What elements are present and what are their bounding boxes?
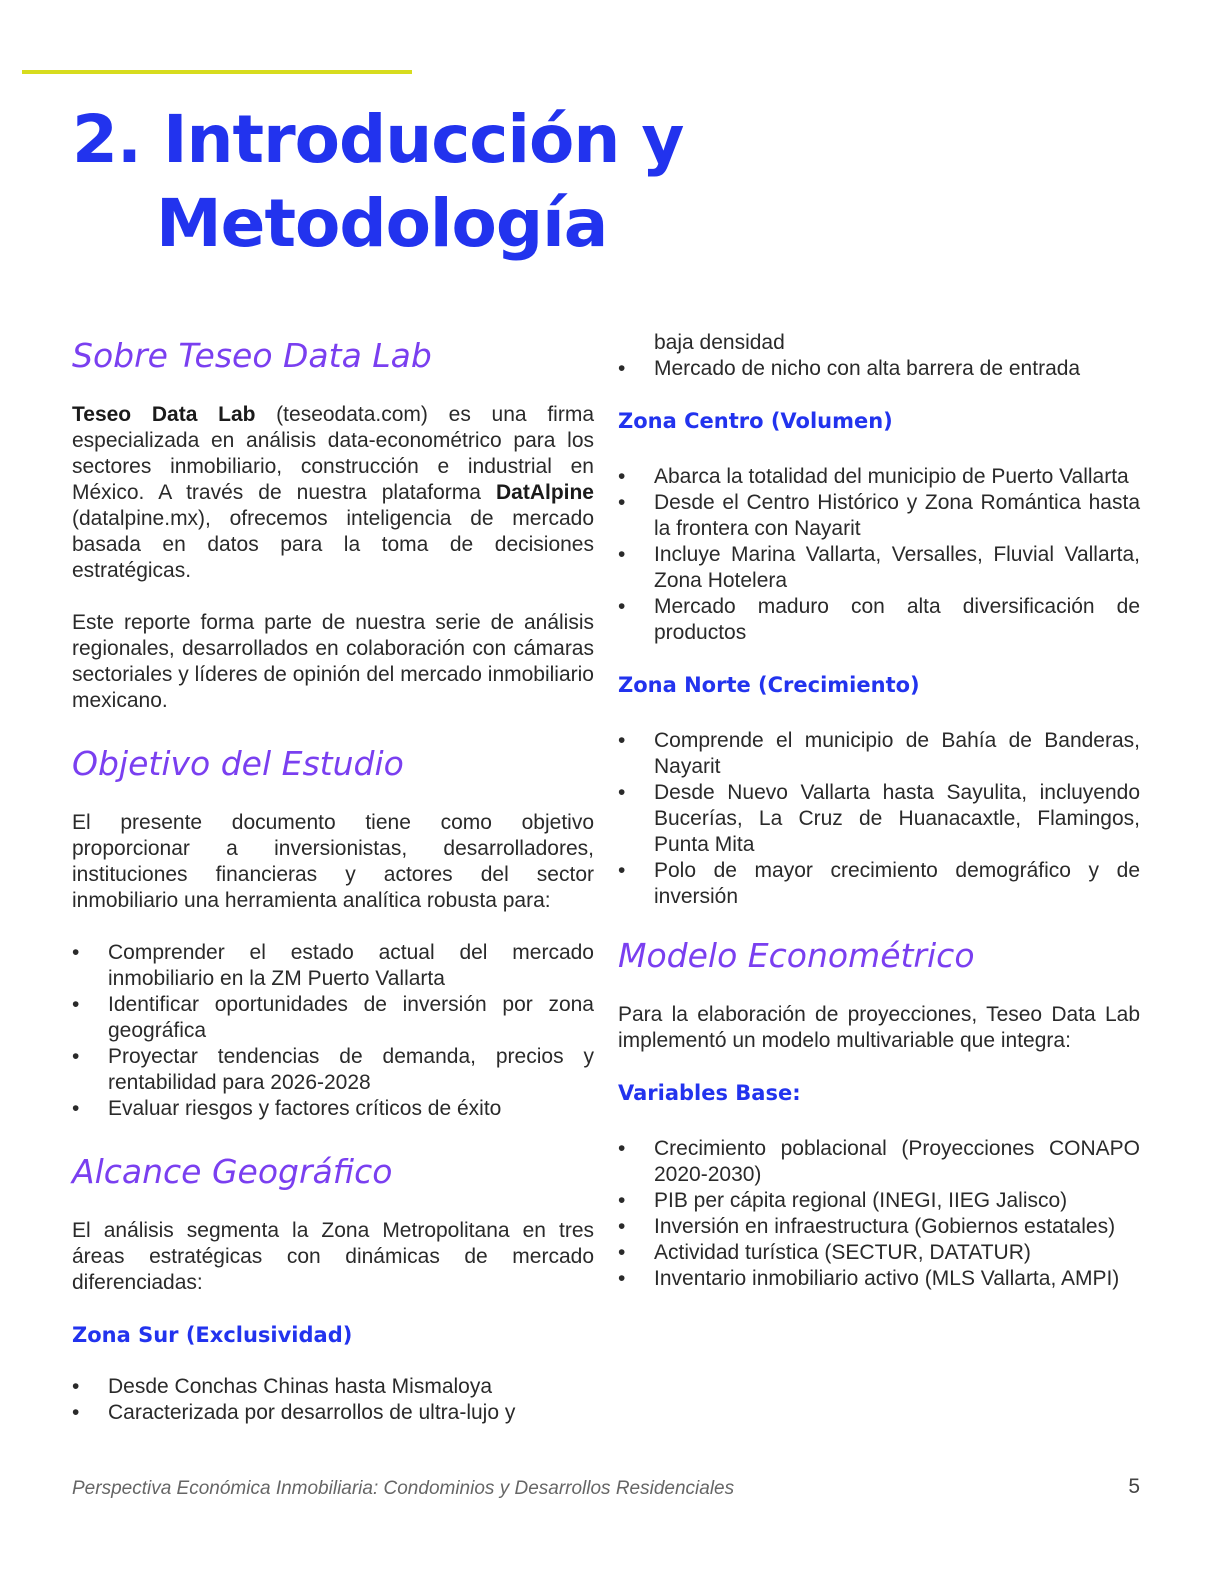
list-item: • Comprender el estado actual del mercado inmobiliario en la ZM Puerto Vallarta (72, 940, 594, 992)
list-item: • Mercado maduro con alta diversificación de productos (618, 594, 1140, 646)
subheading-zona-centro: Zona Centro (Volumen) (618, 409, 893, 433)
list-item: • Abarca la totalidad del municipio de Puerto Vallarta (618, 464, 1140, 490)
list-item: • Desde el Centro Histórico y Zona Romántica hasta la frontera con Nayarit (618, 490, 1140, 542)
list-item: • Crecimiento poblacional (Proyecciones CONAPO 2020-2030) (618, 1136, 1140, 1188)
variables-list (618, 1136, 1140, 1292)
list-item: • Incluye Marina Vallarta, Versalles, Fluvial Vallarta, Zona Hotelera (618, 542, 1140, 594)
sobre-text-a: (teseodata.com) es una firma especializada en análisis data-econométrico para los sectores inmobiliario, construcción e industrial en México. A través de nuestra plataforma (72, 403, 594, 504)
list-item: • Actividad turística (SECTUR, DATATUR) (618, 1240, 1140, 1266)
list-item: • Comprende el municipio de Bahía de Banderas, Nayarit (618, 728, 1140, 780)
sobre-paragraph-1 (72, 402, 594, 584)
section-heading-objetivo: Objetivo del Estudio (72, 744, 404, 783)
left-column (72, 336, 594, 1426)
list-item: • Caracterizada por desarrollos de ultra-lujo y (72, 1400, 594, 1426)
list-item: • Identificar oportunidades de inversión por zona geográfica (72, 992, 594, 1044)
alcance-paragraph: El análisis segmenta la Zona Metropolitana en tres áreas estratégicas con dinámicas de mercado diferenciadas: (72, 1219, 594, 1294)
platform-name: DatAlpine (495, 481, 594, 504)
zona-centro-list (618, 464, 1140, 646)
sobre-text-b: (datalpine.mx), ofrecemos inteligencia de mercado basada en datos para la toma de decisiones estratégicas. (72, 507, 594, 582)
objetivo-paragraph: El presente documento tiene como objetivo proporcionar a inversionistas, desarrolladores, instituciones financieras y actores del sector inmobiliario una herramienta analítica robusta para: (72, 811, 594, 912)
accent-rule (22, 70, 412, 74)
page-number: 5 (1128, 1475, 1140, 1498)
section-heading-sobre: Sobre Teseo Data Lab (72, 336, 432, 375)
list-item: • Polo de mayor crecimiento demográfico y de inversión (618, 858, 1140, 910)
section-heading-modelo: Modelo Econométrico (618, 936, 975, 975)
subheading-variables: Variables Base: (618, 1081, 801, 1105)
page-title-line1: 2. Introducción y (72, 101, 684, 178)
page-title-line2: Metodología (156, 185, 608, 262)
footer-text: Perspectiva Económica Inmobiliaria: Condominios y Desarrollos Residenciales (72, 1478, 735, 1499)
subheading-zona-norte: Zona Norte (Crecimiento) (618, 673, 920, 697)
right-column (618, 330, 1140, 1292)
zona-norte-list (618, 728, 1140, 910)
zona-sur-list (72, 1374, 594, 1426)
objetivo-list (72, 940, 594, 1122)
zona-sur-list-cont (618, 356, 1140, 382)
sobre-paragraph-2: Este reporte forma parte de nuestra serie de análisis regionales, desarrollados en colaboración con cámaras sectoriales y líderes de opinión del mercado inmobiliario mexicano. (72, 611, 594, 712)
modelo-paragraph: Para la elaboración de proyecciones, Teseo Data Lab implementó un modelo multivariable que integra: (618, 1003, 1140, 1052)
list-item: • Proyectar tendencias de demanda, precios y rentabilidad para 2026-2028 (72, 1044, 594, 1096)
list-item: • Evaluar riesgos y factores críticos de éxito (72, 1096, 594, 1122)
page-title (72, 98, 683, 266)
list-item: • Inventario inmobiliario activo (MLS Vallarta, AMPI) (618, 1266, 1140, 1292)
list-item: • Desde Conchas Chinas hasta Mismaloya (72, 1374, 594, 1400)
zona-sur-continuation: baja densidad (654, 331, 785, 354)
list-item: • Inversión en infraestructura (Gobiernos estatales) (618, 1214, 1140, 1240)
list-item: • PIB per cápita regional (INEGI, IIEG Jalisco) (618, 1188, 1140, 1214)
brand-name: Teseo Data Lab (72, 403, 256, 426)
section-heading-alcance: Alcance Geográfico (72, 1152, 393, 1191)
subheading-zona-sur: Zona Sur (Exclusividad) (72, 1323, 353, 1347)
list-item: • Mercado de nicho con alta barrera de entrada (618, 356, 1140, 382)
list-item: • Desde Nuevo Vallarta hasta Sayulita, incluyendo Bucerías, La Cruz de Huanacaxtle, Flamingos, Punta Mita (618, 780, 1140, 858)
